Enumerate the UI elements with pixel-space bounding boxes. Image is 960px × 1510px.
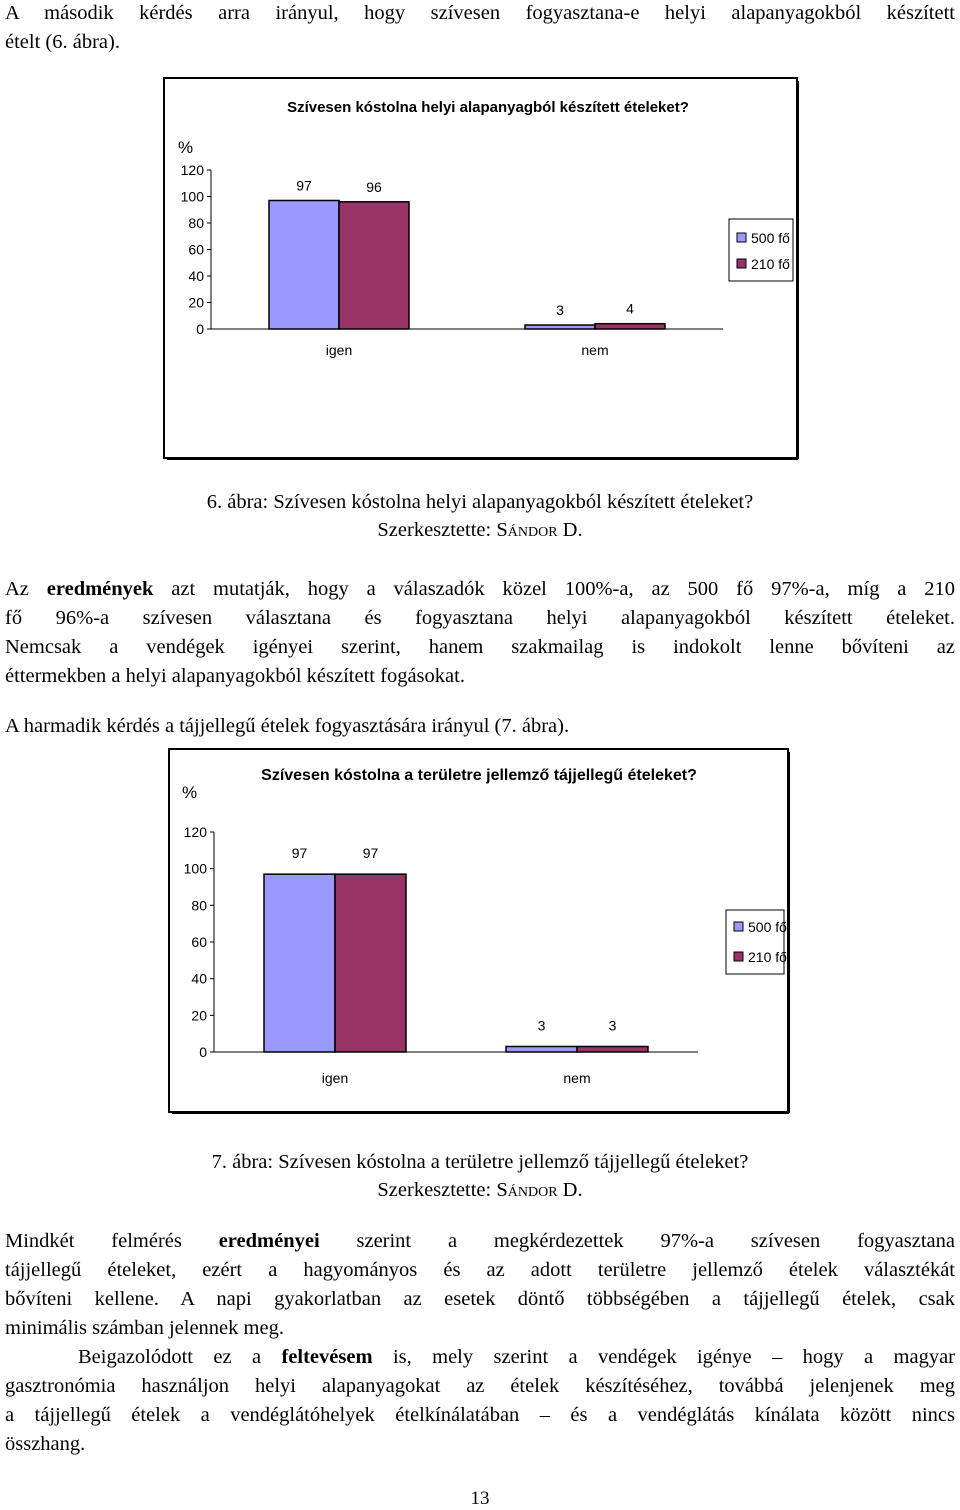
- fig7-x-tick-label: nem: [563, 1070, 591, 1086]
- results-p1-line-4: éttermekben a helyi alapanyagokból készített fogásokat.: [5, 665, 465, 687]
- conclusion-p2-l1-pre: Beigazolódott ez a: [78, 1346, 282, 1368]
- figure-6-chart: [163, 77, 799, 460]
- figure-7-chart: [168, 748, 790, 1114]
- conclusion-p2-bold: feltevésem: [281, 1346, 373, 1368]
- question-3-paragraph: [5, 712, 955, 741]
- fig6-data-label: 3: [556, 302, 564, 319]
- fig7-data-label: 3: [608, 1017, 617, 1034]
- figure-6-caption-title: 6. ábra: Szívesen kóstolna helyi alapanyagokból készített ételeket?: [206, 491, 754, 513]
- fig6-frame: [164, 78, 797, 458]
- fig7-legend-swatch: [734, 952, 743, 961]
- results-p1-line-3: Nemcsak a vendégek igényei szerint, hanem szakmailag is indokolt lenne bővíteni az: [5, 636, 955, 658]
- fig7-bar: [264, 874, 335, 1052]
- results-p1-line-2: fő 96%-a szívesen választana és fogyasztana helyi alapanyagokból készített ételeket.: [5, 607, 955, 629]
- fig6-y-axis-label: %: [178, 138, 194, 157]
- figure-7-caption-author-line: [0, 1176, 960, 1204]
- fig6-bar: [269, 200, 339, 329]
- figure-7-svg: [168, 748, 790, 1114]
- fig7-y-tick-label: 60: [191, 934, 207, 950]
- fig7-bar: [335, 874, 406, 1052]
- fig6-bar: [595, 324, 665, 329]
- figure-7-caption-prefix: Szerkesztette:: [377, 1179, 497, 1201]
- figure-7-caption-title: 7. ábra: Szívesen kóstolna a területre jellemző tájjellegű ételeket?: [211, 1151, 749, 1173]
- fig6-data-label: 96: [366, 178, 382, 195]
- conclusion-p1-line-1: [5, 1227, 955, 1256]
- fig7-y-axis-label: %: [182, 783, 198, 802]
- conclusion-paragraph-1: [5, 1227, 955, 1343]
- fig6-data-label: 4: [626, 300, 634, 317]
- conclusion-p1-line-2: tájjellegű ételeket, ezért a hagyományos és az adott területre jellemző ételek választékát: [5, 1259, 955, 1281]
- results-p1-l1-pre: Az: [5, 578, 47, 600]
- results-p1-l1-post: azt mutatják, hogy a válaszadók közel 100%-a, az 500 fő 97%-a, míg a 210: [153, 578, 956, 600]
- fig6-y-tick-label: 20: [188, 294, 204, 311]
- figure-7-caption: [0, 1148, 960, 1204]
- fig6-bar: [525, 325, 595, 329]
- fig6-legend-label: 210 fő: [751, 256, 790, 272]
- fig7-legend-label: 500 fő: [748, 919, 787, 935]
- fig7-y-tick-label: 20: [191, 1007, 207, 1024]
- conclusion-p2-line-4: összhang.: [5, 1433, 86, 1455]
- figure-6-caption: [0, 488, 960, 544]
- fig7-legend-label: 210 fő: [748, 949, 787, 965]
- figure-6-caption-prefix: Szerkesztette:: [377, 519, 497, 541]
- results-paragraph-1: [5, 575, 955, 691]
- fig7-data-label: 97: [291, 845, 308, 862]
- fig6-x-tick-label: igen: [325, 342, 353, 358]
- fig7-bar: [506, 1047, 577, 1053]
- fig7-y-tick-label: 80: [191, 897, 207, 914]
- fig6-y-tick-label: 60: [188, 241, 204, 258]
- fig6-y-tick-label: 80: [188, 215, 204, 231]
- fig6-y-tick-label: 40: [188, 268, 204, 284]
- intro-line-2: ételt (6. ábra).: [5, 31, 120, 53]
- figure-6-caption-author: Sándor D.: [496, 519, 583, 541]
- conclusion-p2-line-2: gasztronómia használjon helyi alapanyagokat az ételek készítéséhez, továbbá jelenjenek meg: [5, 1375, 955, 1397]
- fig7-title: Szívesen kóstolna a területre jellemző tájjellegű ételeket?: [261, 767, 697, 784]
- fig7-y-tick-label: 0: [199, 1044, 207, 1060]
- question-3-text: A harmadik kérdés a tájjellegű ételek fogyasztására irányul (7. ábra).: [5, 715, 570, 737]
- conclusion-p1-line-3: bővíteni kellene. A napi gyakorlatban az esetek döntő többségében a tájjellegű ételek, csak: [5, 1288, 955, 1310]
- conclusion-paragraph-2: [5, 1343, 955, 1459]
- fig6-bar: [339, 202, 409, 329]
- fig6-y-tick-label: 120: [180, 162, 204, 178]
- fig7-y-tick-label: 120: [183, 824, 207, 840]
- fig6-y-tick-label: 100: [180, 188, 204, 205]
- fig6-y-tick-label: 0: [196, 321, 204, 337]
- intro-paragraph: [5, 0, 955, 57]
- figure-6-svg: [163, 77, 799, 460]
- fig7-legend-swatch: [734, 922, 743, 931]
- conclusion-p1-line-4: minimális számban jelennek meg.: [5, 1317, 284, 1339]
- fig7-frame: [169, 749, 788, 1112]
- results-p1-line-1: [5, 575, 955, 604]
- conclusion-p2-l1-post: is, mely szerint a vendégek igénye – hogy a magyar: [372, 1346, 955, 1368]
- fig7-data-label: 97: [362, 845, 379, 862]
- fig6-legend-swatch: [737, 259, 746, 268]
- conclusion-p2-line-1: [5, 1343, 955, 1372]
- conclusion-p1-l1-pre: Mindkét felmérés: [5, 1230, 219, 1252]
- fig6-x-tick-label: nem: [581, 342, 609, 358]
- fig7-bar: [577, 1047, 648, 1053]
- fig7-y-tick-label: 100: [183, 860, 207, 877]
- figure-7-caption-author: Sándor D.: [496, 1179, 583, 1201]
- page-number: 13: [470, 1488, 490, 1509]
- conclusion-p1-l1-post: szerint a megkérdezettek 97%-a szívesen fogyasztana: [319, 1230, 955, 1252]
- fig6-legend-swatch: [737, 233, 746, 242]
- conclusion-p1-bold: eredményei: [218, 1230, 320, 1252]
- fig6-data-label: 97: [296, 177, 312, 194]
- fig7-x-tick-label: igen: [321, 1070, 349, 1086]
- fig6-legend-label: 500 fő: [751, 230, 790, 246]
- fig6-title: Szívesen kóstolna helyi alapanyagból készített ételeket?: [287, 99, 689, 116]
- fig7-y-tick-label: 40: [191, 970, 207, 987]
- conclusion-p2-line-3: a tájjellegű ételek a vendéglátóhelyek ételkínálatában – és a vendéglátás kínálata között nincs: [5, 1404, 955, 1426]
- fig7-data-label: 3: [537, 1017, 546, 1034]
- intro-line-1: A második kérdés arra irányul, hogy szívesen fogyasztana-e helyi alapanyagokból készített: [5, 2, 955, 24]
- results-p1-bold: eredmények: [46, 578, 154, 600]
- figure-6-caption-author-line: [0, 516, 960, 544]
